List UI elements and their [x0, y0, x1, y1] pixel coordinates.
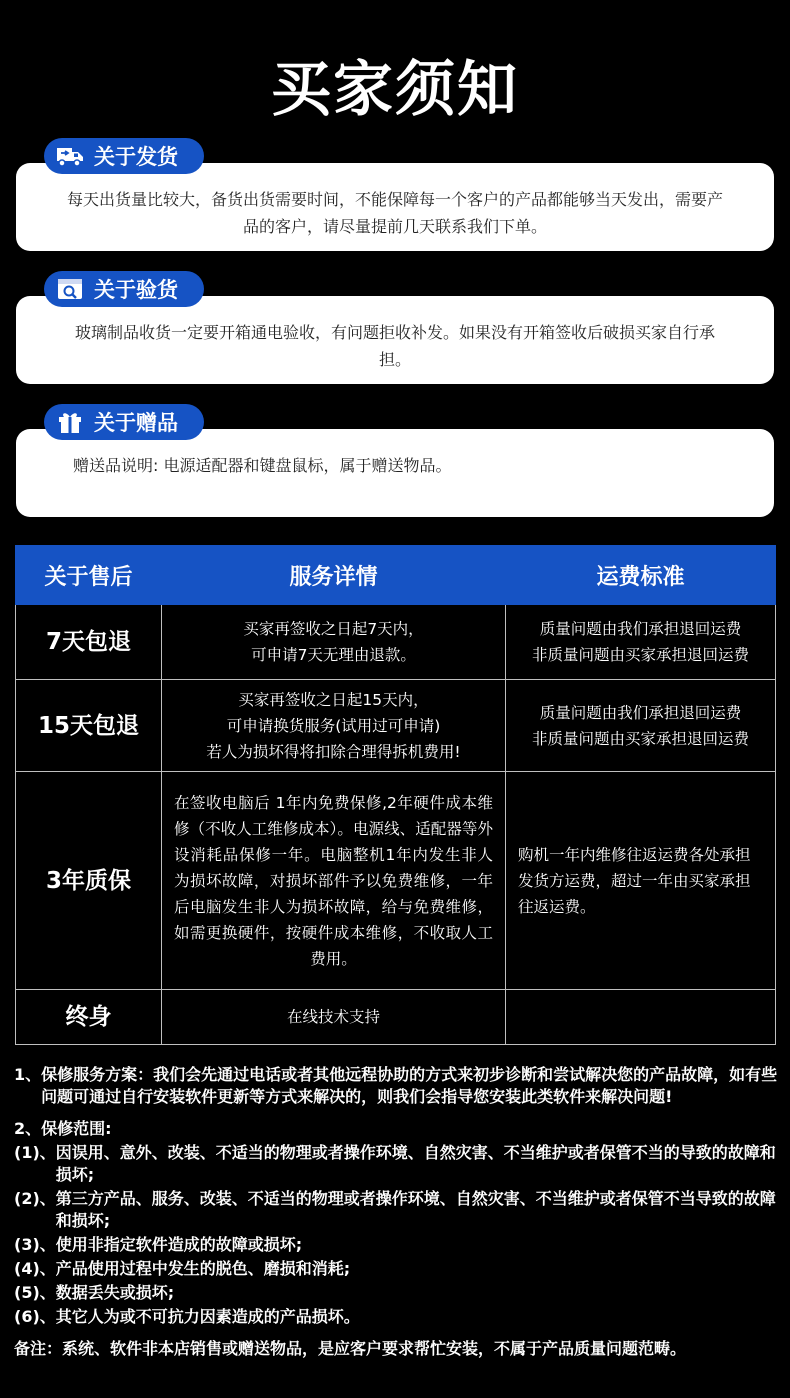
note-item — [14, 1118, 778, 1140]
note-text: 系统、软件非本店销售或赠送物品，是应客户要求帮忙安装，不属于产品质量问题范畴。 — [62, 1339, 687, 1358]
page-title: 买家须知 — [271, 55, 519, 125]
details-line: 买家再签收之日起15天内， — [238, 690, 429, 709]
delivery-card — [16, 163, 774, 251]
gift-label: 关于赠品 — [94, 411, 178, 435]
delivery-badge — [44, 138, 204, 174]
note-item — [14, 1306, 778, 1328]
row-kind: 15天包退 — [16, 680, 162, 772]
note-text: 其它人为或不可抗力因素造成的产品损坏。 — [55, 1307, 360, 1326]
row-details: 在签收电脑后 1年内免费保修,2年硬件成本维修（不收人工维修成本）。电源线、适配器等外设消耗品保修一年。电脑整机1年内发生非人为损坏故障，对损坏部件予以免费维修，一年后电脑发生非人为损坏故障，给与免费维修，如需更换硬件，按硬件成本维修，不收取人工费用。 — [162, 772, 506, 990]
row-details — [162, 680, 506, 772]
gift-text: 赠送品说明: 电源适配器和键盘鼠标，属于赠送物品。 — [73, 456, 452, 475]
gift-card — [16, 429, 774, 517]
row-shipping — [506, 680, 776, 772]
note-prefix: (6)、 — [14, 1307, 56, 1326]
note-item — [14, 1064, 778, 1108]
header-after-sales: 关于售后 — [16, 546, 162, 605]
note-item — [14, 1234, 778, 1256]
inspection-card — [16, 296, 774, 384]
gift-icon — [56, 410, 84, 434]
details-line: 可申请7天无理由退款。 — [251, 646, 416, 664]
table-row — [16, 990, 776, 1045]
inspection-badge — [44, 271, 204, 307]
note-item — [14, 1258, 778, 1280]
gift-badge — [44, 404, 204, 440]
inspection-label: 关于验货 — [94, 278, 178, 302]
note-prefix: 备注： — [14, 1339, 63, 1358]
inspection-text: 玻璃制品收货一定要开箱通电验收，有问题拒收补发。如果没有开箱签收后破损买家自行承担。 — [74, 323, 715, 369]
delivery-truck-icon — [56, 144, 84, 168]
inspection-magnifier-icon — [56, 277, 84, 301]
delivery-text: 每天出货量比较大，备货出货需要时间，不能保障每一个客户的产品都能够当天发出，需要产品的客户，请尽量提前几天联系我们下单。 — [66, 190, 723, 236]
note-text: 保修服务方案：我们会先通过电话或者其他远程协助的方式来初步诊断和尝试解决您的产品故障，如有些问题可通过自行安装软件更新等方式来解决的，则我们会指导您安装此类软件来解决问题! — [41, 1065, 778, 1106]
row-kind: 7天包退 — [16, 605, 162, 680]
note-text: 使用非指定软件造成的故障或损坏; — [55, 1235, 303, 1254]
delivery-label: 关于发货 — [94, 145, 178, 169]
note-text: 保修范围: — [41, 1119, 112, 1138]
row-kind: 3年质保 — [16, 772, 162, 990]
note-prefix: (2)、 — [14, 1189, 56, 1208]
shipping-line: 非质量问题由买家承担退回运费 — [531, 729, 749, 748]
note-prefix: (1)、 — [14, 1143, 56, 1162]
note-text: 因误用、意外、改装、不适当的物理或者操作环境、自然灾害、不当维护或者保管不当的导致的故障和损坏; — [55, 1143, 776, 1184]
row-shipping: 购机一年内维修往返运费各处承担发货方运费，超过一年由买家承担往返运费。 — [506, 772, 776, 990]
shipping-line: 非质量问题由买家承担退回运费 — [531, 646, 749, 664]
header-shipping-standard: 运费标准 — [506, 546, 776, 605]
warranty-notes — [14, 1062, 778, 1360]
shipping-line: 质量问题由我们承担退回运费 — [539, 703, 742, 722]
row-details — [162, 605, 506, 680]
details-line: 可申请换货服务(试用过可申请) — [226, 716, 441, 735]
row-shipping — [506, 990, 776, 1045]
details-line: 买家再签收之日起7天内， — [243, 620, 424, 638]
note-item — [14, 1282, 778, 1304]
table-row — [16, 772, 776, 990]
note-prefix: (3)、 — [14, 1235, 56, 1254]
note-text: 第三方产品、服务、改装、不适当的物理或者操作环境、自然灾害、不当维护或者保管不当导致的故障和损坏; — [55, 1189, 776, 1230]
row-kind: 终身 — [16, 990, 162, 1045]
table-row — [16, 605, 776, 680]
note-prefix: 2、 — [14, 1119, 42, 1138]
after-sales-table — [15, 545, 776, 1045]
note-prefix: (4)、 — [14, 1259, 56, 1278]
details-line: 若人为损坏得将扣除合理得拆机费用! — [206, 742, 461, 761]
note-prefix: 1、 — [14, 1065, 42, 1084]
note-prefix: (5)、 — [14, 1283, 56, 1302]
header-service-details: 服务详情 — [162, 546, 506, 605]
note-item — [14, 1188, 778, 1232]
note-item — [14, 1338, 778, 1360]
note-item — [14, 1142, 778, 1186]
note-text: 产品使用过程中发生的脱色、磨损和消耗; — [55, 1259, 351, 1278]
shipping-line: 质量问题由我们承担退回运费 — [539, 620, 742, 638]
table-row — [16, 680, 776, 772]
note-text: 数据丢失或损坏; — [55, 1283, 175, 1302]
table-header-row — [16, 546, 776, 605]
row-details: 在线技术支持 — [162, 990, 506, 1045]
row-shipping — [506, 605, 776, 680]
